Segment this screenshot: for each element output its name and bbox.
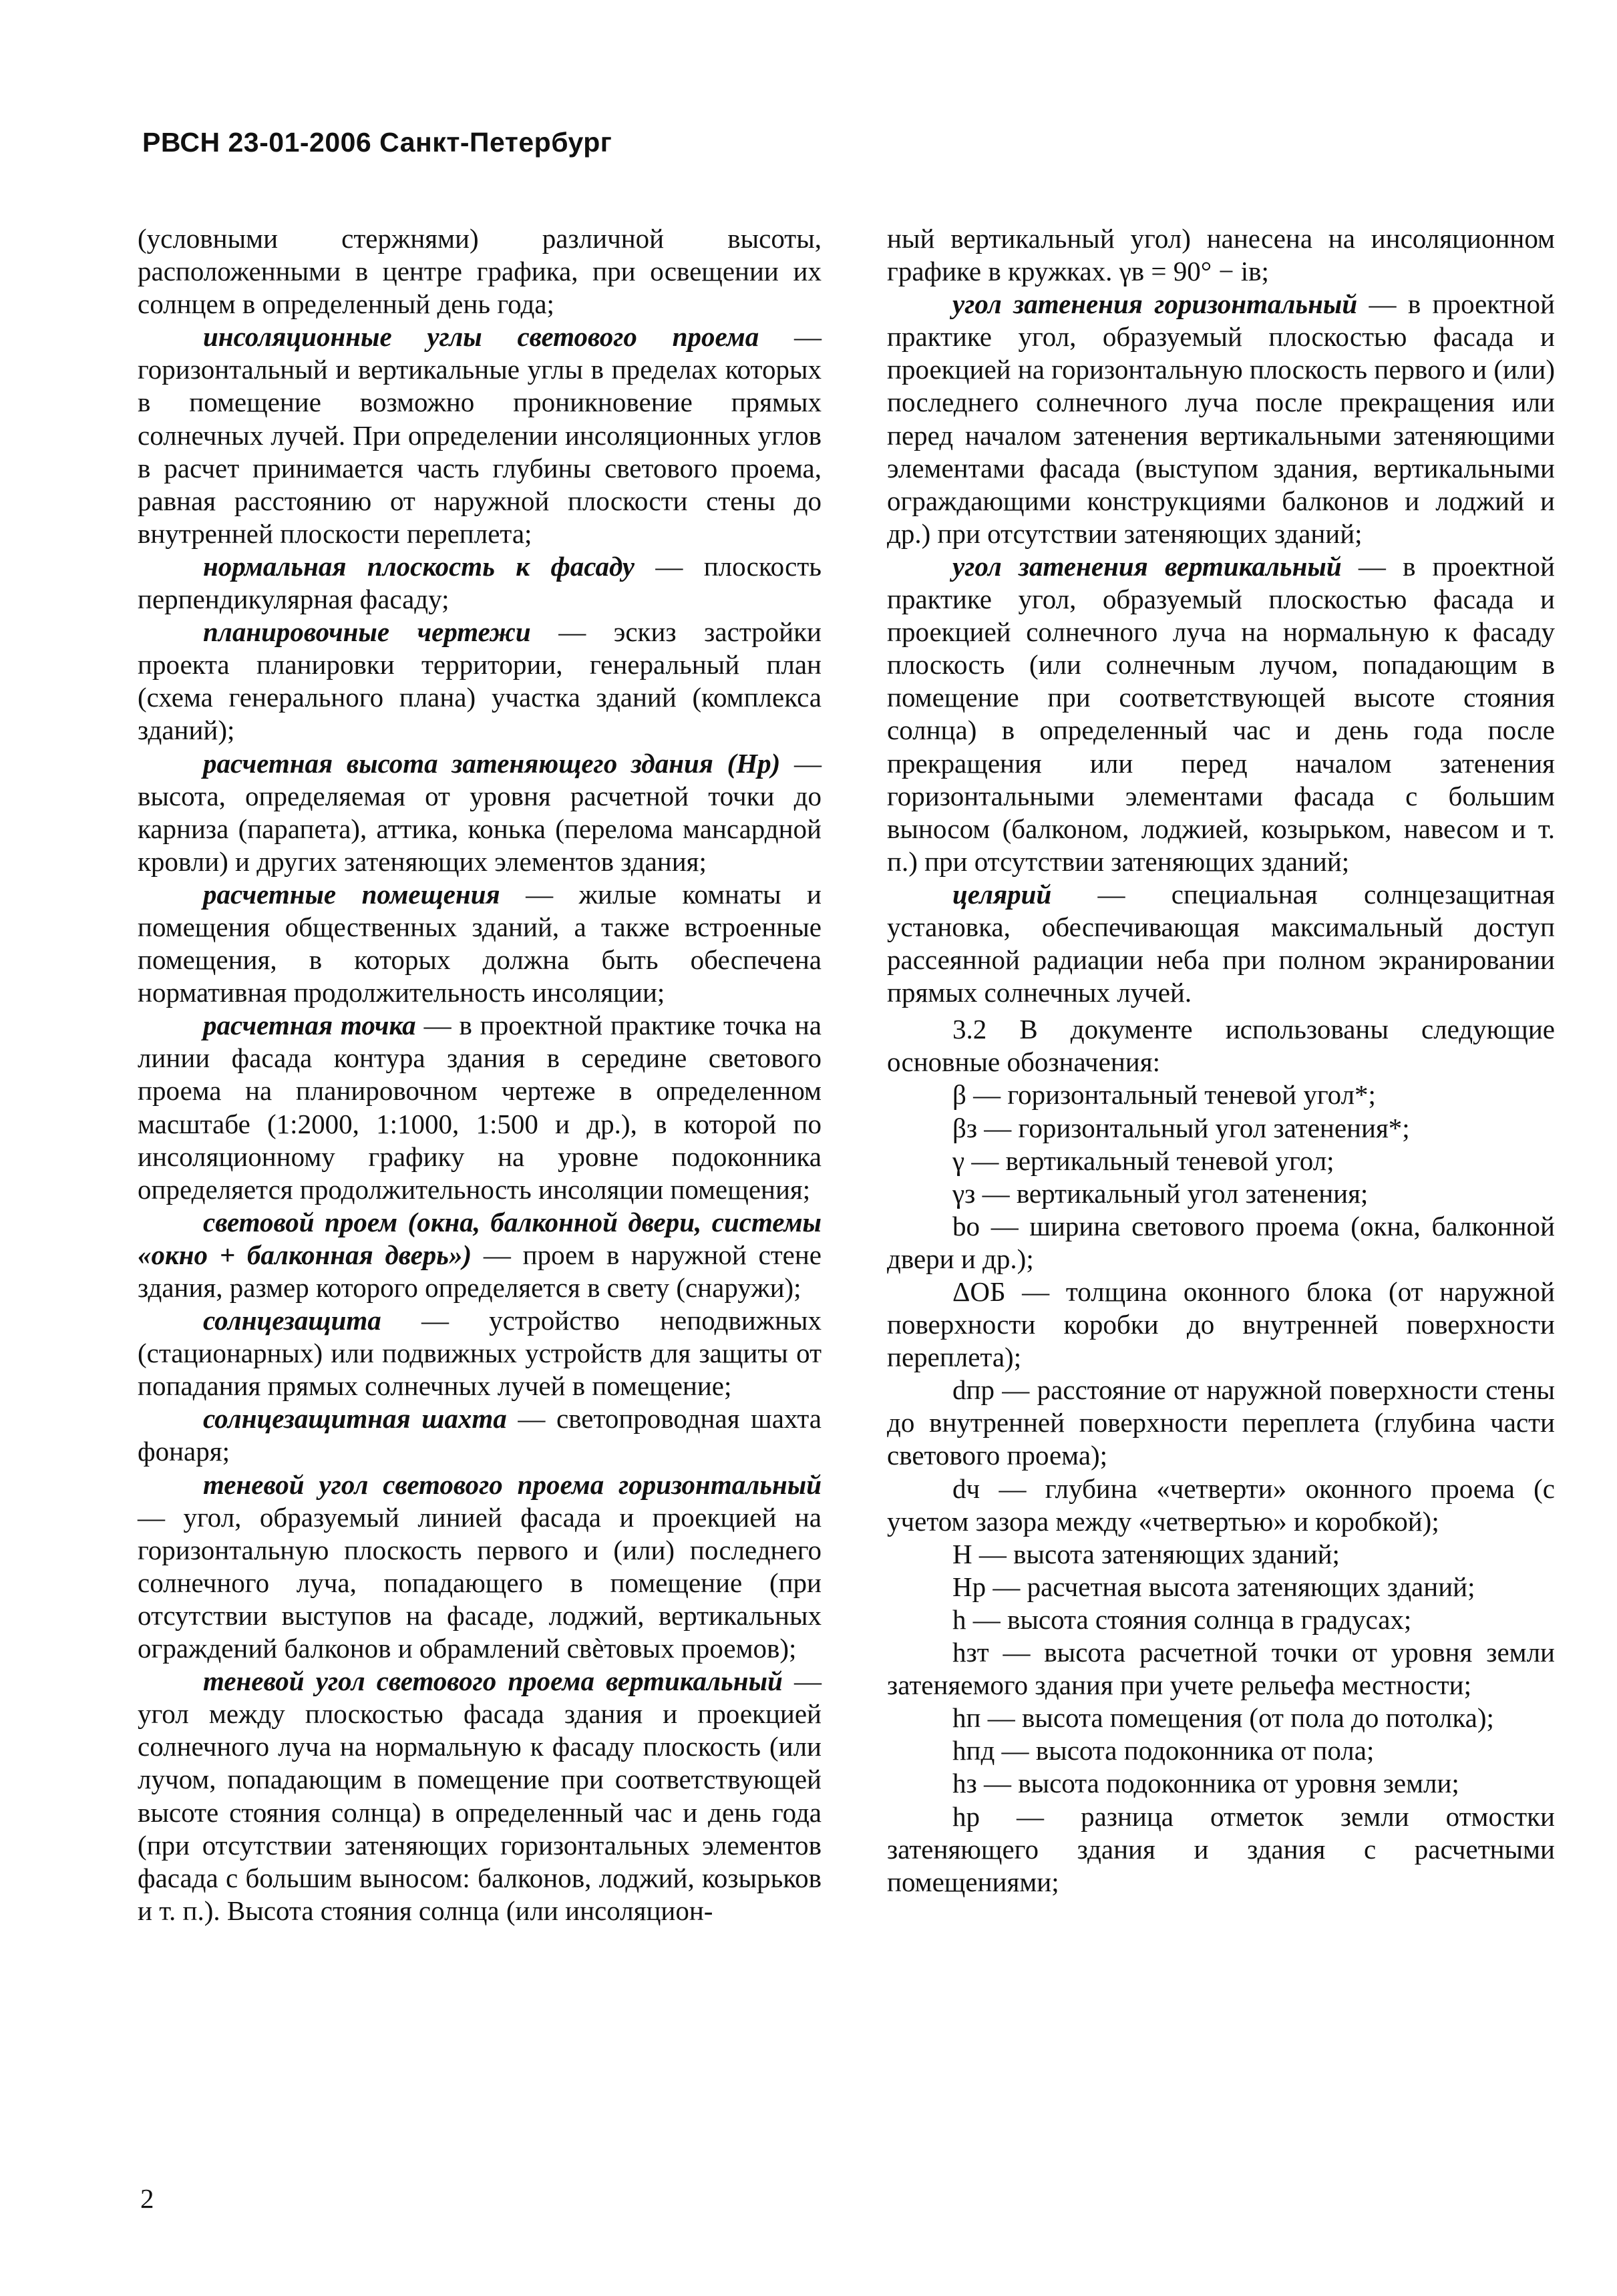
symbol-item: hпд — высота подоконника от пола; <box>952 1735 1375 1766</box>
definition-text: — эскиз застройки проекта планировки территории, генеральный план (схема генерального плана) участка зданий (комплекса зданий); <box>138 616 822 746</box>
definition-text: ный вертикальный угол) нанесена на инсоляционном графике в кружках. γв = 90° − iв; <box>887 223 1555 287</box>
definition-text: — плоскость перпендикулярная фасаду; <box>138 550 822 615</box>
definition-paragraph <box>138 1304 822 1402</box>
symbol-item: hп — высота помещения (от пола до потолка); <box>952 1702 1494 1734</box>
definition-term: солнцезащита <box>203 1305 381 1336</box>
symbol-item: ΔОБ — толщина оконного блока (от наружной поверхности коробки до внутренней поверхности переплета); <box>887 1276 1555 1373</box>
section-intro: 3.2 В документе использованы следующие основные обозначения: <box>887 1014 1555 1078</box>
definition-text: — угол, образуемый линией фасада и проекцией на горизонтальную плоскость первого и (или) последнего солнечного луча, попадающего в помещение (при отсутствии выступов на фасаде, лоджий, вертикальных ограждений балконов и обрамлений свѐтовых проемов); <box>138 1501 822 1664</box>
definition-paragraph <box>138 321 822 550</box>
symbol-item: βз — горизонтальный угол затенения*; <box>952 1112 1410 1143</box>
symbol-item: Н — высота затеняющих зданий; <box>952 1538 1340 1569</box>
definition-text: — жилые комнаты и помещения общественных зданий, а также встроенные помещения, в которых должна быть обеспечена нормативная продолжительность инсоляции; <box>138 878 822 1008</box>
definition-term: расчетная точка <box>203 1010 416 1041</box>
symbol-item: h — высота стояния солнца в градусах; <box>952 1603 1412 1635</box>
definition-paragraph <box>887 878 1555 1009</box>
definition-paragraph <box>138 550 822 616</box>
definition-paragraph <box>138 1469 822 1666</box>
definition-text: — в проектной практике угол, образуемый плоскостью фасада и проекцией на горизонтальную плоскость первого и (или) последнего солнечного луча после прекращения или перед началом затенения вертикальными затеняющими элементами фасада (выступом здания, вертикальными ограждающими конструкциями балконов и лоджий и др.) при отсутствии затеняющих зданий; <box>887 289 1555 549</box>
definition-paragraph <box>138 616 822 747</box>
definition-text: — специальная солнцезащитная установка, обеспечивающая максимальный доступ рассеянной радиации неба при полном экранировании прямых солнечных лучей. <box>887 878 1555 1008</box>
symbol-item: hз — высота подоконника от уровня земли; <box>952 1768 1459 1799</box>
symbol-item: γз — вертикальный угол затенения; <box>952 1177 1369 1209</box>
symbol-item: γ — вертикальный теневой угол; <box>952 1145 1334 1176</box>
definition-text: — проем в наружной стене здания, размер которого определяется в свету (снаружи); <box>138 1239 822 1303</box>
definition-term: угол затенения горизонтальный <box>952 289 1358 320</box>
running-header: РВСН 23-01-2006 Санкт-Петербург <box>142 127 612 158</box>
definition-paragraph <box>138 878 822 1009</box>
definition-term: солнцезащитная шахта <box>203 1403 507 1434</box>
definition-term: световой проем (окна, балконной двери, системы «окно + балконная дверь») <box>138 1206 822 1270</box>
definition-paragraph <box>138 1665 822 1927</box>
left-column <box>138 222 822 1927</box>
definition-term: теневой угол светового проема вертикальный <box>203 1666 783 1697</box>
definition-paragraph <box>138 1206 822 1304</box>
definition-term: расчетные помещения <box>203 878 500 910</box>
symbol-item: dпр — расстояние от наружной поверхности стены до внутренней поверхности переплета (глубина части светового проема); <box>887 1374 1555 1471</box>
definition-term: планировочные чертежи <box>203 616 531 648</box>
symbol-item: hзт — высота расчетной точки от уровня земли затеняемого здания при учете рельефа местности; <box>887 1637 1555 1701</box>
definition-text: — горизонтальный и вертикальные углы в пределах которых в помещение возможно проникновение прямых солнечных лучей. При определении инсоляционных углов в расчет принимается часть глубины светового проема, равная расстоянию от наружной плоскости стены до внутренней плоскости переплета; <box>138 321 822 549</box>
page-number: 2 <box>140 2183 154 2214</box>
definition-text: — высота, определяемая от уровня расчетной точки до карниза (парапета), аттика, конька (перелома мансардной кровли) и других затеняющих элементов здания; <box>138 747 822 877</box>
definition-term: расчетная высота затеняющего здания (Нр) <box>203 747 781 779</box>
definition-paragraph <box>138 1402 822 1468</box>
definition-paragraph <box>138 222 822 321</box>
definition-term: инсоляционные углы светового проема <box>203 321 759 353</box>
definition-text: — в проектной практике точка на линии фасада контура здания в середине светового проема на планировочном чертеже в определенном масштабе (1:2000, 1:1000, 1:500 и др.), в которой по инсоляционному графику на уровне подоконника определяется продолжительность инсоляции помещения; <box>138 1010 822 1205</box>
symbol-item: dч — глубина «четверти» оконного проема (с учетом зазора между «четвертью» и коробкой); <box>887 1473 1555 1537</box>
symbol-item: Нр — расчетная высота затеняющих зданий; <box>952 1571 1475 1602</box>
definition-term: нормальная плоскость к фасаду <box>203 550 635 582</box>
definition-text: — устройство неподвижных (стационарных) или подвижных устройств для защиты от попадания прямых солнечных лучей в помещение; <box>138 1305 822 1402</box>
definition-text: — угол между плоскостью фасада здания и проекцией солнечного луча на нормальную к фасаду плоскость (или лучом, попадающим в помещение при соответствующей высоте стояния солнца) в определенный час и день года (при отсутствии затеняющих горизонтальных элементов фасада с большим выносом: балконов, лоджий, козырьков и т. п.). Высота стояния солнца (или инсоляцион- <box>138 1666 822 1926</box>
definition-paragraph <box>138 1009 822 1206</box>
definition-term: целярий <box>952 878 1052 910</box>
definition-term: угол затенения вертикальный <box>952 550 1342 582</box>
definition-paragraph <box>887 222 1555 288</box>
right-column <box>887 222 1555 1899</box>
symbol-item: bо — ширина светового проема (окна, балконной двери и др.); <box>887 1210 1555 1274</box>
symbol-item: hр — разница отметок земли отмостки затеняющего здания и здания с расчетными помещениями; <box>887 1800 1555 1897</box>
definition-term: теневой угол светового проема горизонтальный <box>203 1469 822 1500</box>
definition-paragraph <box>887 288 1555 550</box>
symbol-item: β — горизонтальный теневой угол*; <box>952 1079 1376 1111</box>
definition-text: — светопроводная шахта фонаря; <box>138 1403 822 1467</box>
definition-text: (условными стержнями) различной высоты, расположенными в центре графика, при освещении их солнцем в определенный день года; <box>138 223 822 320</box>
definition-paragraph <box>138 747 822 878</box>
definition-text: — в проектной практике угол, образуемый плоскостью фасада и проекцией солнечного луча на нормальную к фасаду плоскость (или солнечным лучом, попадающим в помещение при соответствующей высоте стояния солнца) в определенный час и день года после прекращения или перед началом затенения горизонтальными элементами фасада с большим выносом (балконом, лоджией, козырьком, навесом и т. п.) при отсутствии затеняющих зданий; <box>887 550 1555 877</box>
definition-paragraph <box>887 550 1555 878</box>
